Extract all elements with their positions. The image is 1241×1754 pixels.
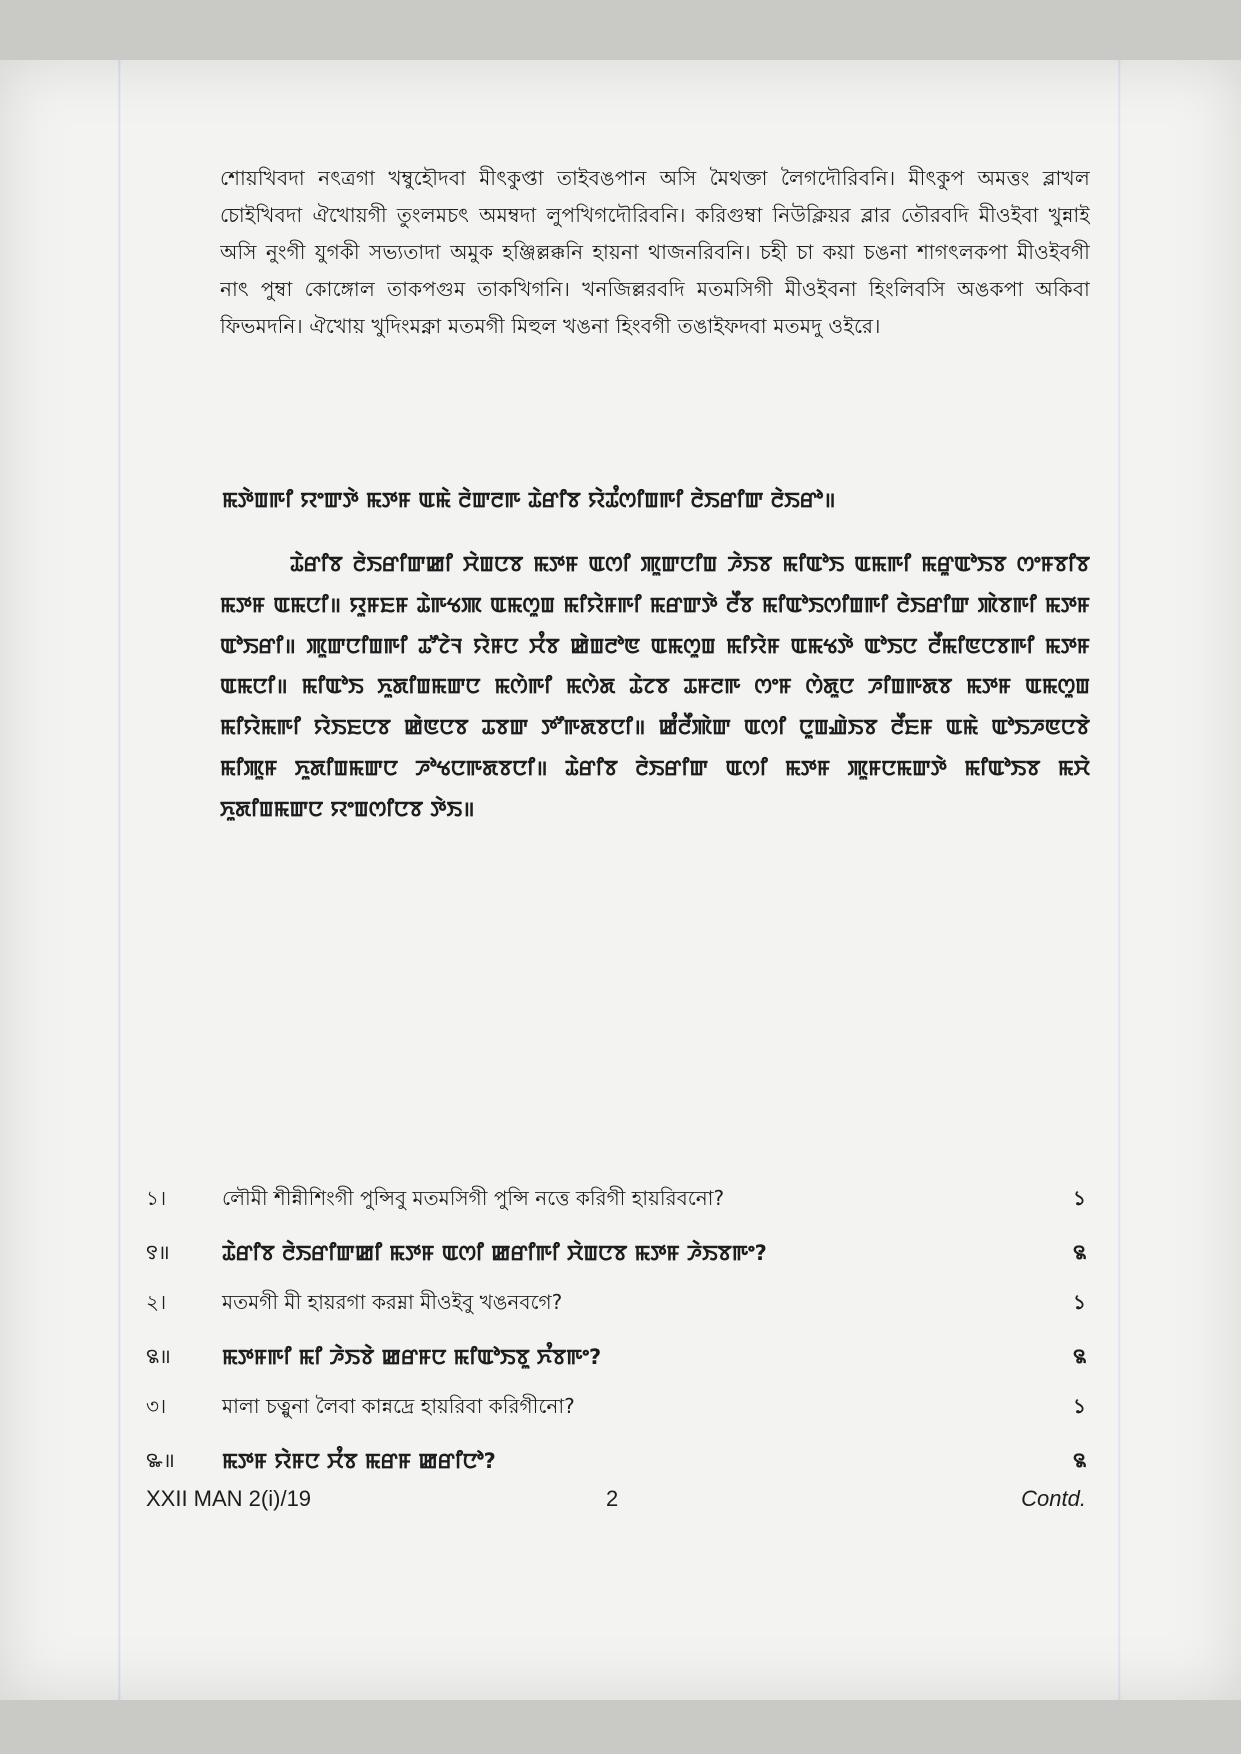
question-item (146, 1226, 1086, 1278)
passage-heading-meitei: ꯃꯇꯥꯡꯒꯤ ꯌꯦꯛꯇꯥ ꯃꯇꯝ ꯑꯃꯥ ꯂꯥꯛꯂꯒ ꯊꯥꯔꯤꯕ ꯌꯥꯊꯪꯁꯤꯡꯒꯤ ꯂꯥꯏꯔꯤꯛ ꯂꯥꯏꯔꯣ॥ (222, 488, 836, 512)
question-item (146, 1278, 1086, 1330)
question-number: ꯱॥ (146, 1240, 170, 1264)
question-marks: ꯲ (1073, 1343, 1086, 1368)
passage-meitei: ꯊꯥꯔꯤꯕ ꯂꯥꯏꯔꯤꯛꯀꯤ ꯆꯥꯡꯅꯕ ꯃꯇꯝ ꯑꯁꯤ ꯄꯨꯛꯅꯤꯡ ꯍꯥꯏꯕ ꯃꯤꯑꯣꯏ ꯑꯃꯒꯤ ꯃꯔꯨꯑꯣꯏꯕ ꯁꯦꯝꯕꯤꯕ ꯃꯇꯝ ꯑꯃꯅꯤ॥ ꯌꯨꯝꯐꯝ ꯊꯥꯒꯠꯄ ꯑꯃꯁꯨꯡ ꯃꯤꯌꯥꯝꯒꯤ ꯃꯔꯛꯇꯥ ꯂꯩꯕ ꯃꯤꯑꯣꯏꯁꯤꯡꯒꯤ ꯂꯥꯏꯔꯤꯛ ꯄꯥꯕꯒꯤ ꯃꯇꯝ ꯑꯣꯏꯔꯤ॥ ꯄꯨꯛꯅꯤꯡꯒꯤ ꯊꯧꯖꯥꯜ ꯌꯥꯝꯅ ꯆꯪꯕ ꯀꯥꯡꯂꯣꯟ ꯑꯃꯁꯨꯡ ꯃꯤꯌꯥꯝ ꯑꯃꯠꯇꯥ ꯑꯣꯏꯅ ꯂꯩꯃꯤꯟꯅꯕꯒꯤ ꯃꯇꯝ ꯑꯃꯅꯤ॥ ꯃꯤꯑꯣꯏ ꯈꯨꯗꯤꯡꯃꯛꯅ ꯃꯁꯥꯒꯤ ꯃꯁꯥꯗ ꯊꯥꯖꯕ ꯊꯝꯂꯒ ꯁꯦꯝ ꯁꯥꯗꯨꯅ ꯍꯤꯡꯒꯗꯕ ꯃꯇꯝ ꯑꯃꯁꯨꯡ ꯃꯤꯌꯥꯃꯒꯤ ꯌꯥꯏꯐꯅꯕ ꯀꯥꯟꯅꯕ ꯊꯕꯛ ꯇꯧꯒꯗꯕꯅꯤ॥ ꯀꯪꯂꯩꯄꯥꯛ ꯑꯁꯤ ꯅꯨꯡꯉꯥꯏꯕ ꯂꯩꯐꯝ ꯑꯃꯥ ꯑꯣꯏꯍꯟꯅꯕꯥ ꯃꯤꯄꯨꯝ ꯈꯨꯗꯤꯡꯃꯛꯅ ꯍꯣꯠꯅꯒꯗꯕꯅꯤ॥ ꯊꯥꯔꯤꯕ ꯂꯥꯏꯔꯤꯛ ꯑꯁꯤ ꯃꯇꯝ ꯄꯨꯝꯅꯃꯛꯇꯥ ꯃꯤꯑꯣꯏꯕ ꯃꯆꯥ ꯈꯨꯗꯤꯡꯃꯛꯅ ꯌꯦꯡꯁꯤꯅꯕ ꯇꯥꯏ॥ (220, 552, 1090, 821)
continued-label: Contd. (1021, 1486, 1086, 1511)
question-text: মালা চত্নুনা লৈবা কান্নদ্রে হায়রিবা করিগীনো? (222, 1393, 575, 1418)
question-number: ৩। (146, 1393, 167, 1418)
question-marks: ꯲ (1073, 1239, 1086, 1264)
question-marks: ১ (1073, 1185, 1086, 1210)
question-number: ꯳॥ (146, 1448, 175, 1472)
question-item (146, 1330, 1086, 1382)
page-number: 2 (606, 1486, 619, 1511)
question-marks: ১ (1073, 1289, 1086, 1314)
question-text: ꯃꯇꯝ ꯌꯥꯝꯅ ꯆꯪꯕ ꯃꯔꯝ ꯀꯔꯤꯅꯣ? (222, 1448, 496, 1473)
page-footer (146, 1486, 1086, 1516)
paper-code: XXII MAN 2(i)/19 (146, 1486, 312, 1511)
question-text: লৌমী শীন্নীশিংগী পুন্সিবু মতমসিগী পুন্সি নত্তে করিগী হায়রিবনো? (222, 1185, 725, 1210)
question-text: মতমগী মী হায়রগা করম্না মীওইবু খঙনবগে? (222, 1289, 563, 1314)
question-text: ꯊꯥꯔꯤꯕ ꯂꯥꯏꯔꯤꯛꯀꯤ ꯃꯇꯝ ꯑꯁꯤ ꯀꯔꯤꯒꯤ ꯆꯥꯡꯅꯕ ꯃꯇꯝ ꯍꯥꯏꯕꯒꯦ? (222, 1240, 767, 1265)
question-number: ১। (146, 1185, 167, 1210)
question-list (146, 1174, 1086, 1486)
question-number: ২। (146, 1289, 167, 1314)
passage-section (220, 160, 1090, 385)
question-item (146, 1382, 1086, 1434)
question-number: ꯲॥ (146, 1344, 171, 1368)
question-marks: ꯲ (1073, 1447, 1086, 1472)
passage-bengali: শোয়খিবদা নৎত্রগা খম্বুহৌদবা মীৎকুপ্তা তাইবঙপান অসি মৈথক্তা লৈগদৌরিবনি। মীৎকুপ অমত্তং ব্লাখল চোইখিবদা ঐখোয়গী তুংলমচৎ অমম্বদা লুপখিগদৌরিবনি। করিগুম্বা নিউক্লিয়র ব্লার তৌরবদি মীওইবা খুন্নাই অসি নুংগী যুগকী সভ্যতাদা অমুক হঞ্জিল্লক্কনি হায়না থাজনরিবনি। চহী চা কয়া চঙনা শাগৎলকপা মীওইবগী নাৎ পুম্বা কোঙ্গোল তাকপগুম তাকখিগনি। খনজিল্লরবদি মতমসিগী মীওইবনা হিংলিবসি অঙকপা অকিবা ফিভমদনি। ঐখোয় খুদিংমক্না মতমগী মিহুল খঙনা হিংবগী তঙাইফদবা মতমদু ওইরে। (220, 166, 1090, 338)
question-item (146, 1434, 1086, 1486)
question-marks: ১ (1073, 1393, 1086, 1418)
question-item (146, 1174, 1086, 1226)
question-text: ꯃꯇꯝꯒꯤ ꯃꯤ ꯍꯥꯏꯕꯥ ꯀꯔꯝꯅ ꯃꯤꯑꯣꯏꯕꯨ ꯈꯪꯕꯒꯦ? (222, 1344, 602, 1369)
